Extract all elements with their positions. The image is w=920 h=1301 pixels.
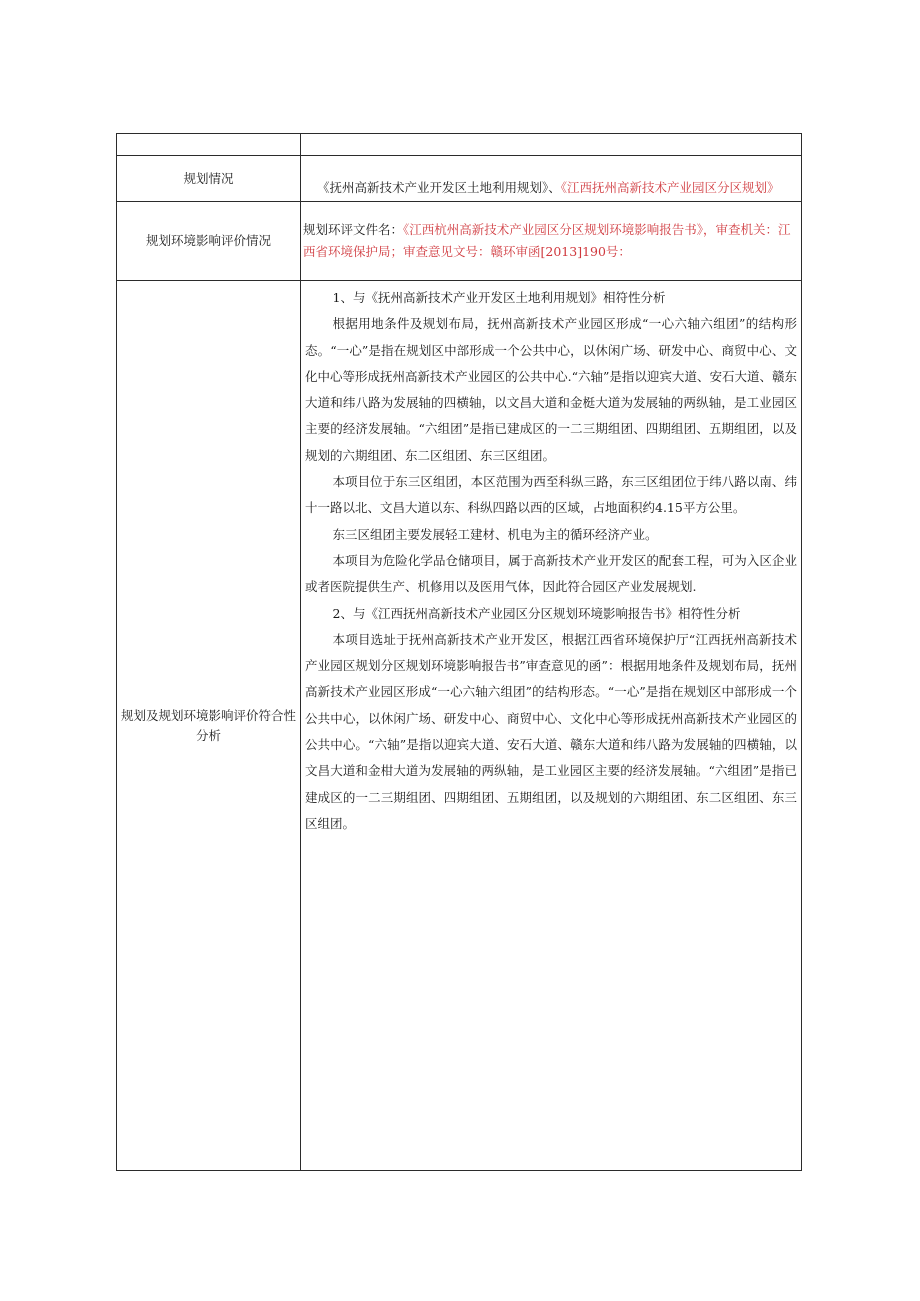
row-content <box>301 156 802 202</box>
analysis-content <box>301 281 802 1171</box>
plan-name-black: 《抚州高新技术产业开发区土地利用规划》、 <box>317 180 561 195</box>
plan-name-red: 《江西抚州高新技术产业园区分区规划》 <box>560 180 780 195</box>
analysis-paragraph: 本项目位于东三区组团，本区范围为西至科纵三路，东三区组团位于纬八路以南、纬十一路以北、文昌大道以东、科纵四路以西的区域，占地面积约4.15平方公里。 <box>305 474 797 516</box>
row-content <box>301 202 802 281</box>
analysis-paragraph: 东三区组团主要发展轻工建材、机电为主的循环经济产业。 <box>332 526 658 542</box>
row-label: 规划及规划环境影响评价符合性分析 <box>117 281 301 1171</box>
planning-table <box>116 133 802 1171</box>
table-header-row <box>117 134 802 156</box>
empty-cell <box>301 134 802 156</box>
table-row <box>117 281 802 1171</box>
eia-details-red: 《江西杭州高新技术产业园区分区规划环境影响报告书》，审查机关：江西省环境保护局；审查意见文号：赣环审函[2013]190号： <box>303 222 791 259</box>
analysis-paragraph: 本项目选址于抚州高新技术产业开发区，根据江西省环境保护厅“江西抚州高新技术产业园区规划分区规划环境影响报告书”审查意见的函”：根据用地条件及规划布局，抚州高新技术产业园区形成“一心六轴六组团”的结构形态。“一心”是指在规划区中部形成一个公共中心，以休闲广场、研发中心、商贸中心、文化中心等形成抚州高新技术产业园区的公共中心。“六轴”是指以迎宾大道、安石大道、赣东大道和纬八路为发展轴的四横轴，以文昌大道和金柑大道为发展轴的两纵轴，是工业园区主要的经济发展轴。“六组团”是指已建成区的一二三期组团、四期组团、五期组团，以及规划的六期组团、东二区组团、东三区组团。 <box>305 631 797 831</box>
analysis-paragraph: 本项目为危险化学品仓储项目，属于高新技术产业开发区的配套工程，可为入区企业或者医院提供生产、机修用以及医用气体，因此符合园区产业发展规划. <box>305 552 797 595</box>
table-row <box>117 156 802 202</box>
analysis-heading: 2、与《江西抚州高新技术产业园区分区规划环境影响报告书》相符性分析 <box>332 605 741 621</box>
analysis-heading: 1、与《抚州高新技术产业开发区土地利用规划》相符性分析 <box>332 290 666 305</box>
row-label: 规划环境影响评价情况 <box>117 202 301 281</box>
eia-prefix: 规划环评文件名： <box>303 222 404 237</box>
row-label: 规划情况 <box>117 156 301 202</box>
analysis-paragraph: 根据用地条件及规划布局，抚州高新技术产业园区形成“一心六轴六组团”的结构形态。“一心”是指在规划区中部形成一个公共中心，以休闲广场、研发中心、商贸中心、文化中心等形成抚州高新技术产业园区的公共中心.“六轴”是指以迎宾大道、安石大道、赣东大道和纬八路为发展轴的四横轴，以文昌大道和金梃大道为发展轴的两纵轴，是工业园区主要的经济发展轴。“六组团”是指已建成区的一二三期组团、四期组团、五期组团，以及规划的六期组团、东二区组团、东三区组团。 <box>305 316 797 463</box>
table-row <box>117 202 802 281</box>
empty-cell <box>117 134 301 156</box>
